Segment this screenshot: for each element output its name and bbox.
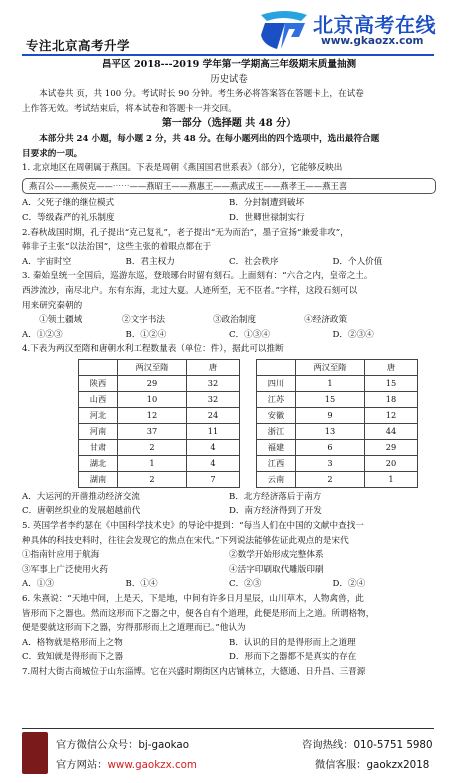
option-a: A．父死子继的继位模式 <box>22 198 115 209</box>
table-cell: 18 <box>365 391 418 407</box>
q5-items <box>22 548 436 577</box>
table-row <box>79 407 240 423</box>
q3-options <box>22 328 436 343</box>
table-cell: 44 <box>365 423 418 439</box>
table-cell: 2 <box>118 471 187 487</box>
table-cell: 10 <box>118 391 187 407</box>
table-cell: 浙江 <box>257 423 296 439</box>
footer-hotline-value: 010-5751 5980 <box>353 739 433 751</box>
option-c: C．致知就是得形而下之器 <box>22 652 124 663</box>
item-3: ③政治制度 <box>213 315 257 326</box>
page-footer <box>0 728 456 783</box>
q6-stem: 皆形而下之器也。然而这形而下之器之中，便各自有个道理，此便是形而上之道。所谓格物， <box>22 608 375 619</box>
table-cell: 河北 <box>79 407 118 423</box>
table-row <box>79 455 240 471</box>
table-cell: 2 <box>296 471 365 487</box>
q2-stem: 2.春秋战国时期，孔子提出“克己复礼”，老子提出“无为而治”，墨子宣扬“兼爱非攻”， <box>22 227 349 238</box>
table-cell: 15 <box>365 375 418 391</box>
option-d: D．南方经济得到了开发 <box>229 506 322 517</box>
table-row <box>257 391 418 407</box>
q4-stem: 4.下表为两汉至隋和唐朝水利工程数量表（单位：件），据此可以推断 <box>22 344 284 355</box>
table-cell: 江西 <box>257 455 296 471</box>
site-logo <box>255 5 445 55</box>
table-cell: 湖北 <box>79 455 118 471</box>
q5-stem: 5. 英国学者李约瑟在《中国科学技术史》的导论中提到：“每当人们在中国的文献中查找一 <box>22 521 364 532</box>
footer-divider <box>22 728 434 729</box>
table-header-cell <box>79 359 118 375</box>
exam-title: 昌平区 2018---2019 学年第一学期高三年级期末质量抽测 <box>101 59 357 70</box>
footer-site-link[interactable]: www.gaokzx.com <box>107 759 197 771</box>
option-d: D．世卿世禄制实行 <box>229 212 305 223</box>
q1-lineage-box: 燕召公——燕侯克——⋯⋯——燕昭王——燕惠王——燕武成王——燕孝王——燕王喜 <box>22 178 436 195</box>
q7-stem: 7.周村大街古商城位于山东淄博。它在兴盛时期街区内店铺林立，大德通、日升昌、三晋源 <box>22 667 366 677</box>
table-cell: 2 <box>118 439 187 455</box>
option-b: B．①②④ <box>125 329 167 340</box>
table-header-cell: 唐 <box>187 359 240 375</box>
option-c: C．①③④ <box>229 329 270 340</box>
table-cell: 1 <box>365 471 418 487</box>
table-row <box>79 471 240 487</box>
table-cell: 4 <box>187 455 240 471</box>
table-cell: 32 <box>187 375 240 391</box>
table-cell: 37 <box>118 423 187 439</box>
table-cell: 云南 <box>257 471 296 487</box>
exam-note-line: 上作答无效。考试结束后，将本试卷和答题卡一并交回。 <box>22 103 237 114</box>
table-cell: 12 <box>118 407 187 423</box>
header-divider <box>22 54 434 56</box>
item-1: ①指南针应用于航海 <box>22 550 100 561</box>
table-cell: 1 <box>118 455 187 471</box>
page-header <box>0 0 456 62</box>
q6-options <box>22 636 436 665</box>
q4-table-right <box>256 359 418 488</box>
item-2: ②文字书法 <box>121 315 165 326</box>
option-d: D．形而下之器都不是真实的存在 <box>229 652 357 663</box>
table-cell: 山西 <box>79 391 118 407</box>
footer-service-label: 微信客服： <box>315 759 367 771</box>
table-row <box>257 375 418 391</box>
q4-options <box>22 490 436 519</box>
table-cell: 32 <box>187 391 240 407</box>
q2-options <box>22 255 436 270</box>
option-c: C．社会秩序 <box>229 256 279 267</box>
q1-stem: 1. 北京地区在周朝属于燕国。下表是周朝《燕国国君世系表》（部分），它能够反映出 <box>22 163 343 174</box>
table-cell: 7 <box>187 471 240 487</box>
table-cell: 3 <box>296 455 365 471</box>
exam-subject: 历史试卷 <box>210 73 248 85</box>
q5-stem: 种具体的科技史料时，往往会发现它的焦点在宋代。”下列说法能够佐证此观点的是宋代 <box>22 535 349 546</box>
item-2: ②数学开始形成完整体系 <box>229 550 324 561</box>
table-header-cell: 唐 <box>365 359 418 375</box>
table-cell: 安徽 <box>257 407 296 423</box>
q3-stem: 用来研究秦朝的 <box>22 300 83 311</box>
footer-hotline <box>302 736 433 751</box>
option-c: C．②③ <box>229 579 262 590</box>
option-a: A．格物就是格形而上之物 <box>22 637 123 648</box>
item-4: ④活字印刷取代雕版印刷 <box>229 564 324 575</box>
q3-stem: 3. 秦始皇统一全国后，巡游东巡，登琅琊台时留有刻石。上面刻有：“六合之内，皇帝之土。 <box>22 271 373 282</box>
table-row <box>79 439 240 455</box>
option-b: B．①④ <box>125 579 158 590</box>
logo-mark-icon <box>255 5 313 55</box>
table-row <box>79 391 240 407</box>
q1-options <box>22 196 436 225</box>
footer-hotline-label: 咨询热线： <box>302 739 354 751</box>
table-cell: 11 <box>187 423 240 439</box>
table-cell: 河南 <box>79 423 118 439</box>
footer-site <box>56 756 197 771</box>
table-cell: 9 <box>296 407 365 423</box>
option-c: C．等级森严的礼乐制度 <box>22 212 115 223</box>
table-header-row <box>79 359 240 375</box>
item-3: ③军事上广泛使用火药 <box>22 564 108 575</box>
q6-stem: 6. 朱熹说：“天地中间，上是天，下是地，中间有许多日月星辰，山川草木，人物禽兽，此 <box>22 594 364 605</box>
table-cell: 29 <box>118 375 187 391</box>
option-d: D．个人价值 <box>332 256 383 267</box>
table-header-row <box>257 359 418 375</box>
q2-stem: 韩非子主张“以法治国”，这些主张的着眼点都在于 <box>22 242 212 253</box>
footer-wechat <box>56 736 189 751</box>
table-cell: 福建 <box>257 439 296 455</box>
table-cell: 1 <box>296 375 365 391</box>
item-4: ④经济政策 <box>304 315 348 326</box>
q3-items <box>22 313 436 328</box>
q5-options <box>22 577 436 592</box>
option-d: D．②③④ <box>332 329 374 340</box>
footer-brand-icon <box>22 732 48 774</box>
item-1: ①领土疆域 <box>39 315 83 326</box>
option-a: A．大运河的开凿推动经济交流 <box>22 491 140 502</box>
option-b: B．北方经济落后于南方 <box>229 491 322 502</box>
option-c: C．唐朝丝织业的发展超越前代 <box>22 506 141 517</box>
option-b: B．君主权力 <box>125 256 175 267</box>
table-cell: 6 <box>296 439 365 455</box>
part1-instruction: 目要求的一项。 <box>22 148 83 159</box>
option-a: A．①③ <box>22 579 54 590</box>
table-cell: 4 <box>187 439 240 455</box>
table-row <box>79 375 240 391</box>
table-cell: 湖南 <box>79 471 118 487</box>
part1-instruction: 本部分共 24 小题，每小题 2 分，共 48 分。在每小题列出的四个选项中，选出最符合题 <box>39 133 380 144</box>
table-row <box>257 471 418 487</box>
table-cell: 四川 <box>257 375 296 391</box>
q3-stem: 西涉流沙，南尽北户。东有东海，北过大夏。人迹所至，无不臣者。”字样，这段石刻可以 <box>22 285 358 296</box>
table-header-cell <box>257 359 296 375</box>
footer-service-value: gaokzx2018 <box>366 759 430 771</box>
q4-tables <box>22 357 436 490</box>
table-cell: 24 <box>187 407 240 423</box>
header-slogan: 专注北京高考升学 <box>26 38 131 53</box>
table-cell: 甘肃 <box>79 439 118 455</box>
option-b: B．分封制遭到破坏 <box>229 198 305 209</box>
footer-wechat-label: 官方微信公众号： <box>56 739 139 751</box>
table-header-cell: 两汉至隋 <box>118 359 187 375</box>
table-cell: 15 <box>296 391 365 407</box>
footer-wechat-value: bj-gaokao <box>138 739 190 751</box>
q6-stem: 便是要就这形而下之器，穷得那形而上之道理而已。”他认为 <box>22 623 246 634</box>
table-header-cell: 两汉至隋 <box>296 359 365 375</box>
table-row <box>257 423 418 439</box>
table-row <box>79 423 240 439</box>
logo-chinese-text: 北京高考在线 <box>313 13 436 37</box>
logo-url-text: www.gkaozx.com <box>321 35 424 47</box>
table-cell: 20 <box>365 455 418 471</box>
option-a: A．宇宙时空 <box>22 256 72 267</box>
table-cell: 13 <box>296 423 365 439</box>
exam-content <box>22 58 436 680</box>
table-row <box>257 439 418 455</box>
option-a: A．①②③ <box>22 329 63 340</box>
table-row <box>257 407 418 423</box>
q4-table-left <box>78 359 240 488</box>
option-d: D．②④ <box>332 579 366 590</box>
table-cell: 12 <box>365 407 418 423</box>
table-cell: 29 <box>365 439 418 455</box>
table-cell: 江苏 <box>257 391 296 407</box>
exam-note-line: 本试卷共 页，共 100 分。考试时长 90 分钟。考生务必将答案答在答题卡上，在试卷 <box>39 89 364 100</box>
option-b: B．认识的目的是得形而上之道理 <box>229 637 356 648</box>
footer-service <box>315 756 429 771</box>
footer-site-label: 官方网站： <box>56 759 108 771</box>
table-cell: 陕西 <box>79 375 118 391</box>
table-row <box>257 455 418 471</box>
part1-title: 第一部分（选择题 共 48 分） <box>161 118 297 130</box>
